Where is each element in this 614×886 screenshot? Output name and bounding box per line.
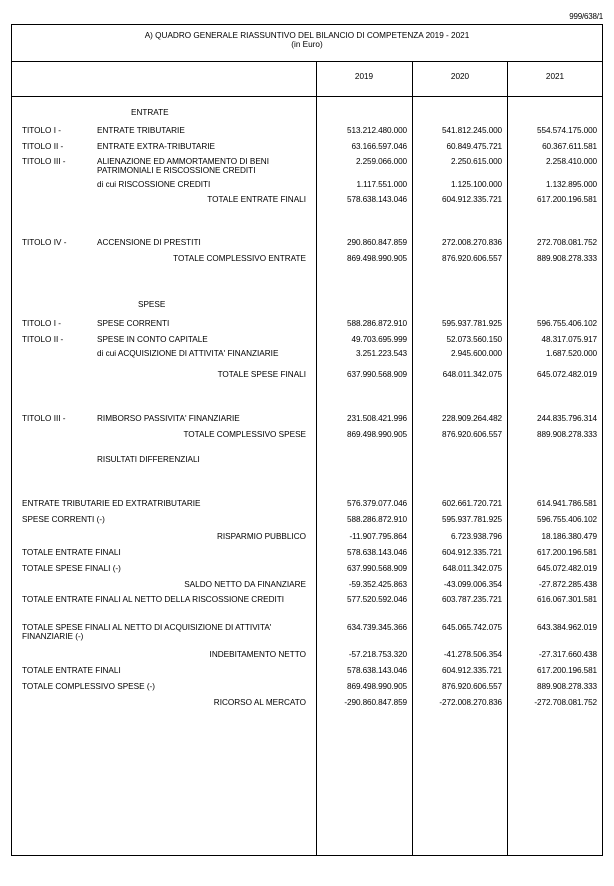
- value-2019: 513.212.480.000: [347, 126, 407, 135]
- value-2020: 604.912.335.721: [442, 548, 502, 557]
- value-2021: 616.067.301.581: [537, 595, 597, 604]
- value-2020: 645.065.742.075: [442, 623, 502, 632]
- value-2019: 577.520.592.046: [347, 595, 407, 604]
- row-description: TOTALE ENTRATE FINALI: [22, 666, 121, 675]
- row-description: ENTRATE TRIBUTARIE: [97, 126, 185, 135]
- row-description: TOTALE SPESE FINALI AL NETTO DI ACQUISIZIONE DI ATTIVITA' FINANZIARIE (-): [22, 623, 272, 641]
- row-description: TOTALE ENTRATE FINALI AL NETTO DELLA RISCOSSIONE CREDITI: [22, 595, 285, 604]
- value-2020: 648.011.342.075: [442, 564, 502, 573]
- value-2019: 637.990.568.909: [347, 564, 407, 573]
- value-2020: 2.945.600.000: [450, 349, 502, 358]
- value-2020: 272.008.270.836: [442, 238, 502, 247]
- value-2020: 6.723.938.796: [450, 532, 502, 541]
- value-2020: 604.912.335.721: [442, 195, 502, 204]
- value-2020: 604.912.335.721: [442, 666, 502, 675]
- row-description: ENTRATE TRIBUTARIE ED EXTRATRIBUTARIE: [22, 499, 201, 508]
- year-2019-header: 2019: [354, 72, 374, 81]
- value-2020: 2.250.615.000: [450, 157, 502, 166]
- row-total-label: RISPARMIO PUBBLICO: [216, 532, 306, 541]
- row-code: TITOLO IV -: [22, 238, 67, 247]
- header-divider-top: [12, 61, 602, 62]
- value-2020: 52.073.560.150: [446, 335, 502, 344]
- row-total-label: SALDO NETTO DA FINANZIARE: [184, 580, 306, 589]
- row-total-label: RICORSO AL MERCATO: [213, 698, 306, 707]
- value-2021: 617.200.196.581: [537, 666, 597, 675]
- value-2021: -27.872.285.438: [538, 580, 597, 589]
- summary-table: [11, 24, 603, 856]
- value-2019: 869.498.990.905: [347, 430, 407, 439]
- row-code: TITOLO III -: [22, 157, 66, 166]
- row-total-label: INDEBITAMENTO NETTO: [209, 650, 306, 659]
- row-description: ALIENAZIONE ED AMMORTAMENTO DI BENI PATRIMONIALI E RISCOSSIONE CREDITI: [97, 157, 269, 175]
- subtitle-text: (in Euro): [291, 40, 323, 49]
- value-2019: 578.638.143.046: [347, 548, 407, 557]
- value-2021: 1.132.895.000: [545, 180, 597, 189]
- value-2019: -57.218.753.320: [348, 650, 407, 659]
- value-2019: 578.638.143.046: [347, 195, 407, 204]
- value-2019: -11.907.795.864: [349, 532, 407, 541]
- value-2021: 596.755.406.102: [537, 319, 597, 328]
- value-2020: 541.812.245.000: [442, 126, 502, 135]
- value-2019: 290.860.847.859: [347, 238, 407, 247]
- value-2020: -43.099.006.354: [443, 580, 502, 589]
- section-risultati: RISULTATI DIFFERENZIALI: [97, 455, 200, 464]
- value-2019: 588.286.872.910: [347, 319, 407, 328]
- value-2020: -41.278.506.354: [443, 650, 502, 659]
- value-2021: 617.200.196.581: [537, 195, 597, 204]
- value-2020: 876.920.606.557: [442, 682, 502, 691]
- value-2021: 643.384.962.019: [537, 623, 597, 632]
- value-2021: 272.708.081.752: [537, 238, 597, 247]
- value-2020: 228.909.264.482: [442, 414, 502, 423]
- value-2020: 876.920.606.557: [442, 430, 502, 439]
- value-2021: 554.574.175.000: [537, 126, 597, 135]
- value-2021: 60.367.611.581: [542, 142, 597, 151]
- row-description: di cui ACQUISIZIONE DI ATTIVITA' FINANZIARIE: [97, 349, 279, 358]
- value-2021: 614.941.786.581: [537, 499, 597, 508]
- value-2021: 889.908.278.333: [537, 430, 597, 439]
- value-2020: 876.920.606.557: [442, 254, 502, 263]
- year-2021-header: 2021: [545, 72, 565, 81]
- value-2019: 49.703.695.999: [351, 335, 407, 344]
- row-total-label: TOTALE COMPLESSIVO ENTRATE: [173, 254, 306, 263]
- value-2021: 889.908.278.333: [537, 682, 597, 691]
- row-code: TITOLO I -: [22, 126, 61, 135]
- value-2021: -27.317.660.438: [538, 650, 597, 659]
- row-description: di cui RISCOSSIONE CREDITI: [97, 180, 211, 189]
- row-code: TITOLO II -: [22, 142, 64, 151]
- value-2019: 3.251.223.543: [355, 349, 407, 358]
- value-2019: 231.508.421.996: [347, 414, 407, 423]
- value-2019: 588.286.872.910: [347, 515, 407, 524]
- row-description: SPESE CORRENTI (-): [22, 515, 105, 524]
- value-2020: 595.937.781.925: [442, 319, 502, 328]
- table-title: [12, 31, 602, 49]
- row-description: ENTRATE EXTRA-TRIBUTARIE: [97, 142, 215, 151]
- value-2021: -272.708.081.752: [534, 698, 597, 707]
- value-2021: 889.908.278.333: [537, 254, 597, 263]
- row-description: ACCENSIONE DI PRESTITI: [97, 238, 201, 247]
- value-2021: 617.200.196.581: [537, 548, 597, 557]
- header-divider-bottom: [12, 96, 602, 97]
- value-2021: 645.072.482.019: [537, 370, 597, 379]
- value-2020: 648.011.342.075: [442, 370, 502, 379]
- value-2019: -59.352.425.863: [348, 580, 407, 589]
- row-code: TITOLO I -: [22, 319, 61, 328]
- value-2019: 1.117.551.000: [356, 180, 407, 189]
- row-description: TOTALE ENTRATE FINALI: [22, 548, 121, 557]
- section-spese: SPESE: [138, 300, 166, 309]
- value-2019: 578.638.143.046: [347, 666, 407, 675]
- value-2021: 244.835.796.314: [537, 414, 597, 423]
- value-2020: 602.661.720.721: [442, 499, 502, 508]
- title-text: A) QUADRO GENERALE RIASSUNTIVO DEL BILANCIO DI COMPETENZA 2019 - 2021: [144, 31, 470, 40]
- row-total-label: TOTALE SPESE FINALI: [217, 370, 306, 379]
- value-2019: 2.259.066.000: [355, 157, 407, 166]
- row-description: TOTALE COMPLESSIVO SPESE (-): [22, 682, 156, 691]
- value-2019: 576.379.077.046: [347, 499, 407, 508]
- value-2020: 595.937.781.925: [442, 515, 502, 524]
- value-2021: 1.687.520.000: [545, 349, 597, 358]
- value-2021: 596.755.406.102: [537, 515, 597, 524]
- value-2020: 60.849.475.721: [446, 142, 502, 151]
- row-description: SPESE IN CONTO CAPITALE: [97, 335, 208, 344]
- value-2019: 63.166.597.046: [351, 142, 407, 151]
- value-2020: 1.125.100.000: [450, 180, 502, 189]
- section-entrate: ENTRATE: [131, 108, 169, 117]
- row-code: TITOLO II -: [22, 335, 64, 344]
- value-2019: 634.739.345.366: [347, 623, 407, 632]
- value-2021: 48.317.075.917: [541, 335, 597, 344]
- value-2020: -272.008.270.836: [439, 698, 502, 707]
- value-2019: 869.498.990.905: [347, 254, 407, 263]
- value-2021: 645.072.482.019: [537, 564, 597, 573]
- value-2019: 637.990.568.909: [347, 370, 407, 379]
- value-2019: -290.860.847.859: [344, 698, 407, 707]
- value-2021: 18.186.380.479: [541, 532, 597, 541]
- row-description: TOTALE SPESE FINALI (-): [22, 564, 121, 573]
- document-reference: 999/638/1: [569, 12, 603, 21]
- row-total-label: TOTALE COMPLESSIVO SPESE: [183, 430, 306, 439]
- value-2019: 869.498.990.905: [347, 682, 407, 691]
- value-2020: 603.787.235.721: [442, 595, 502, 604]
- row-code: TITOLO III -: [22, 414, 66, 423]
- year-2020-header: 2020: [450, 72, 470, 81]
- row-description: RIMBORSO PASSIVITA' FINANZIARIE: [97, 414, 240, 423]
- value-2021: 2.258.410.000: [545, 157, 597, 166]
- row-description: SPESE CORRENTI: [97, 319, 170, 328]
- row-total-label: TOTALE ENTRATE FINALI: [207, 195, 306, 204]
